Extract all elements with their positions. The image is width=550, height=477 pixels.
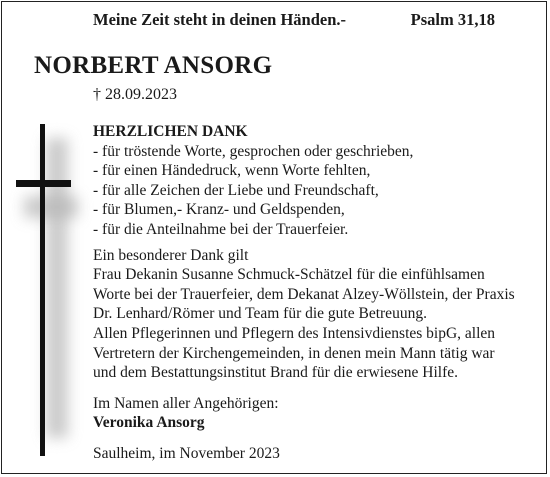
motto [93,10,503,30]
cross-icon [16,124,78,456]
deceased-name: NORBERT ANSORG [34,52,273,79]
signer-name: Veronika Ansorg [93,414,205,432]
special-thanks-line: Dr. Lenhard/Römer und Team für die gute Betreuung. [93,305,427,323]
special-thanks-line: und dem Bestattungsinstitut Brand für die erwiesene Hilfe. [93,364,459,382]
notice-frame [1,1,547,474]
thanks-item: - für Blumen,- Kranz- und Geldspenden, [93,201,345,219]
special-thanks-line: Ein besonderer Dank gilt [93,246,249,264]
thanks-item: - für alle Zeichen der Liebe und Freundschaft, [93,181,379,199]
cross-shadow-horizontal [24,196,78,218]
cross-horizontal-bar [16,180,71,187]
thanks-item: - für die Anteilnahme bei der Trauerfeier. [93,220,349,238]
special-thanks-line: Allen Pflegerinnen und Pflegern des Intensivdienstes bipG, allen [93,324,496,342]
death-date: † 28.09.2023 [93,86,177,103]
special-thanks-line: Worte bei der Trauerfeier, dem Dekanat Alzey-Wöllstein, der Praxis [93,285,515,303]
special-thanks-line: Vertretern der Kirchengemeinden, in denen mein Mann tätig war [93,344,495,362]
cross-vertical-bar [40,124,45,456]
motto-text: Meine Zeit steht in deinen Händen.- [93,10,347,29]
psalm-reference: Psalm 31,18 [410,10,495,29]
special-thanks-line: Frau Dekanin Susanne Schmuck-Schätzel für die einfühlsamen [93,266,485,284]
notice-content [93,122,543,464]
place-date: Saulheim, im November 2023 [93,444,280,462]
thanks-heading: HERZLICHEN DANK [93,123,248,140]
thanks-item: - für tröstende Worte, gesprochen oder geschrieben, [93,142,414,160]
thanks-item: - für einen Händedruck, wenn Worte fehlten, [93,162,371,180]
on-behalf-line: Im Namen aller Angehörigen: [93,394,279,412]
